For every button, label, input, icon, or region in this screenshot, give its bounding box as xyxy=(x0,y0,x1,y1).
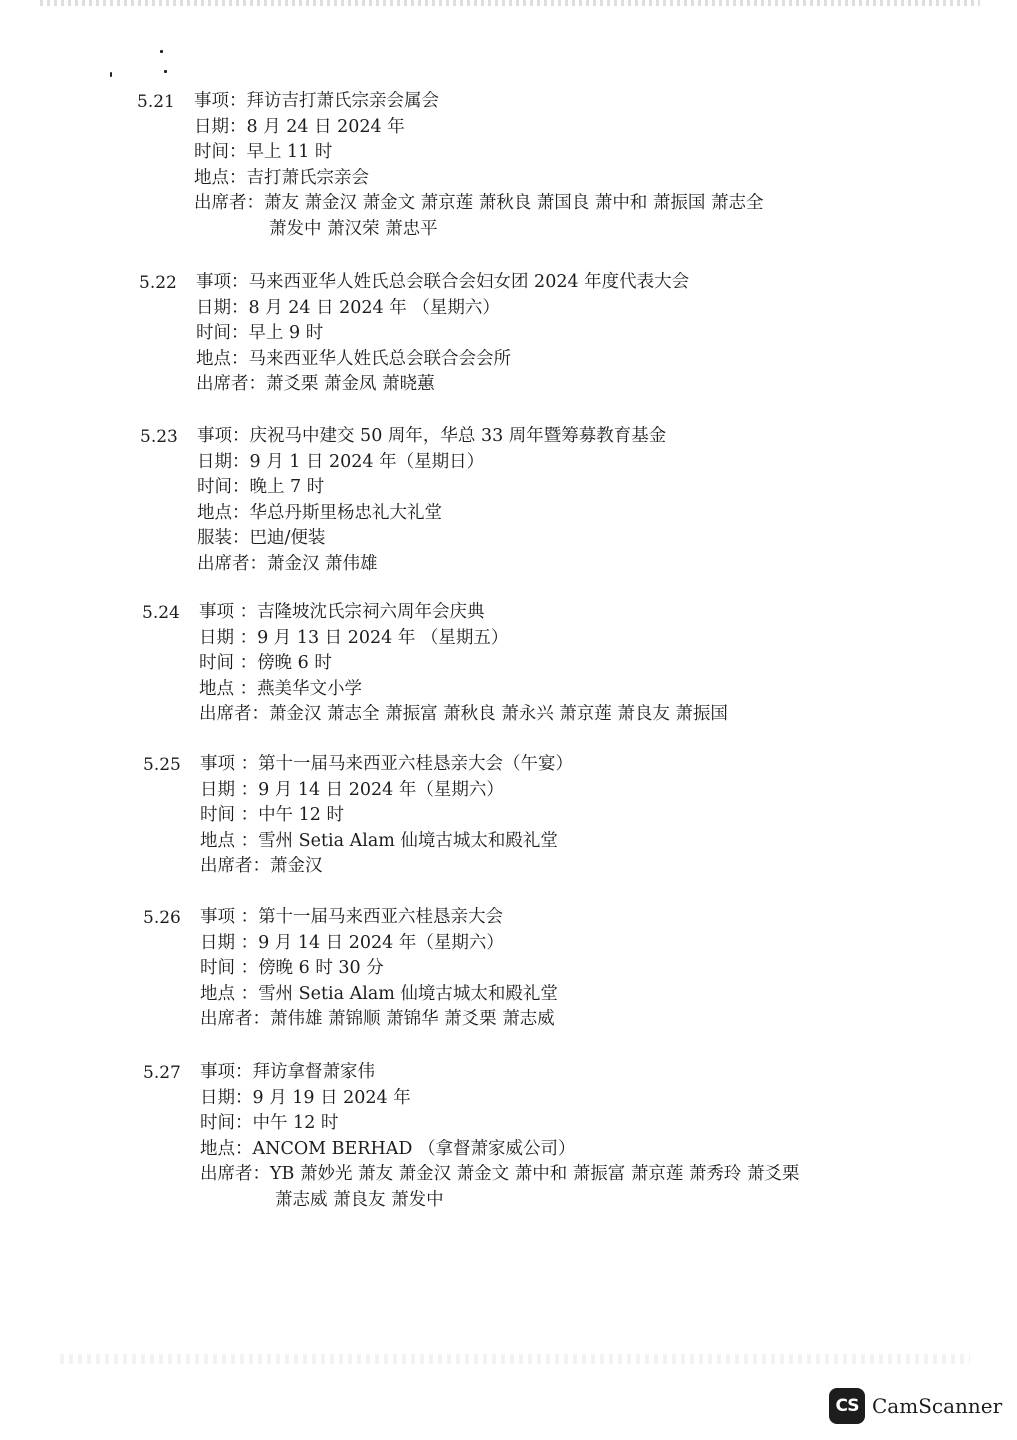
entry-line: 时间：中午 12 时 xyxy=(200,1113,339,1134)
entry-line: 地点：马来西亚华人姓氏总会联合会会所 xyxy=(196,348,511,369)
entry-line: 日期 ：9 月 13 日 2024 年 （星期五） xyxy=(199,627,509,648)
entry-line: 出席者：萧爻栗 萧金凤 萧晓蕙 xyxy=(196,374,435,395)
entry-line: 事项 ：吉隆坡沈氏宗祠六周年会庆典 xyxy=(199,602,485,622)
entry-line: 日期 ：9 月 14 日 2024 年（星期六） xyxy=(200,779,504,800)
camscanner-name: CamScanner xyxy=(872,1394,1003,1418)
entry-number: 5.27 xyxy=(143,1063,181,1083)
scan-speck xyxy=(164,70,167,73)
entry-line: 出席者：YB 萧妙光 萧友 萧金汉 萧金文 萧中和 萧振富 萧京莲 萧秀玲 萧爻栗 xyxy=(200,1164,800,1185)
entry-line: 日期：9 月 19 日 2024 年 xyxy=(200,1087,411,1108)
entry-details xyxy=(199,600,728,728)
entry-number: 5.23 xyxy=(140,427,178,447)
entry-details xyxy=(196,270,689,398)
entry-line: 时间：早上 9 时 xyxy=(196,323,324,344)
entry-line: 事项：庆祝马中建交 50 周年，华总 33 周年暨筹募教育基金 xyxy=(197,426,667,446)
entry-line: 事项 ：第十一届马来西亚六桂恳亲大会 xyxy=(200,907,504,927)
entry-number: 5.25 xyxy=(143,755,181,775)
entry-line: 日期：8 月 24 日 2024 年 xyxy=(194,116,405,137)
scan-speck xyxy=(160,50,163,53)
entry-line: 时间 ：傍晚 6 时 30 分 xyxy=(200,958,384,979)
entry-details xyxy=(197,424,666,578)
entry-line: 时间 ：中午 12 时 xyxy=(200,805,344,826)
entry-number: 5.26 xyxy=(143,908,181,928)
entry-line: 日期：8 月 24 日 2024 年 （星期六） xyxy=(196,297,500,318)
scan-top-edge xyxy=(40,0,980,6)
entry-line: 时间：早上 11 时 xyxy=(194,142,333,163)
scan-speck xyxy=(110,72,112,77)
entry-details xyxy=(194,89,764,243)
entry-line: 事项 ：第十一届马来西亚六桂恳亲大会（午宴） xyxy=(200,754,574,774)
entry-line: 出席者：萧金汉 萧伟雄 xyxy=(197,553,378,574)
camscanner-watermark xyxy=(829,1388,1002,1424)
entry-line: 服装：巴迪/便装 xyxy=(197,528,326,549)
entry-line: 萧志威 萧良友 萧发中 xyxy=(275,1189,444,1210)
entry-line: 出席者：萧金汉 xyxy=(200,856,323,877)
entry-line: 出席者：萧友 萧金汉 萧金文 萧京莲 萧秋良 萧国良 萧中和 萧振国 萧志全 xyxy=(194,193,764,214)
entry-line: 地点：华总丹斯里杨忠礼大礼堂 xyxy=(197,502,442,523)
entry-number: 5.24 xyxy=(142,603,180,623)
entry-line: 事项：拜访拿督萧家伟 xyxy=(200,1062,375,1082)
entry-line: 日期 ：9 月 14 日 2024 年（星期六） xyxy=(200,932,504,953)
entry-line: 地点：ANCOM BERHAD （拿督萧家威公司） xyxy=(200,1138,576,1159)
entry-line: 出席者：萧伟雄 萧锦顺 萧锦华 萧爻栗 萧志威 xyxy=(200,1009,555,1030)
entry-line: 事项：马来西亚华人姓氏总会联合会妇女团 2024 年度代表大会 xyxy=(196,272,690,292)
entry-line: 地点 ：雪州 Setia Alam 仙境古城太和殿礼堂 xyxy=(200,983,558,1004)
scan-bottom-edge xyxy=(60,1354,970,1364)
camscanner-logo-icon: CS xyxy=(829,1388,865,1424)
entry-details xyxy=(200,752,573,880)
entry-line: 地点 ：雪州 Setia Alam 仙境古城太和殿礼堂 xyxy=(200,830,558,851)
entry-line: 时间 ：傍晚 6 时 xyxy=(199,653,332,674)
entry-line: 日期：9 月 1 日 2024 年（星期日） xyxy=(197,451,485,472)
entry-line: 地点 ：燕美华文小学 xyxy=(199,678,363,699)
entry-details xyxy=(200,1060,799,1214)
entry-line: 事项：拜访吉打萧氏宗亲会属会 xyxy=(194,91,439,111)
entry-details xyxy=(200,905,558,1033)
entry-line: 地点：吉打萧氏宗亲会 xyxy=(194,167,369,188)
entry-line: 出席者：萧金汉 萧志全 萧振富 萧秋良 萧永兴 萧京莲 萧良友 萧振国 xyxy=(199,704,728,725)
entry-number: 5.21 xyxy=(137,92,175,112)
entry-line: 萧发中 萧汉荣 萧忠平 xyxy=(269,218,438,239)
entry-line: 时间：晚上 7 时 xyxy=(197,477,325,498)
entry-number: 5.22 xyxy=(139,273,177,293)
